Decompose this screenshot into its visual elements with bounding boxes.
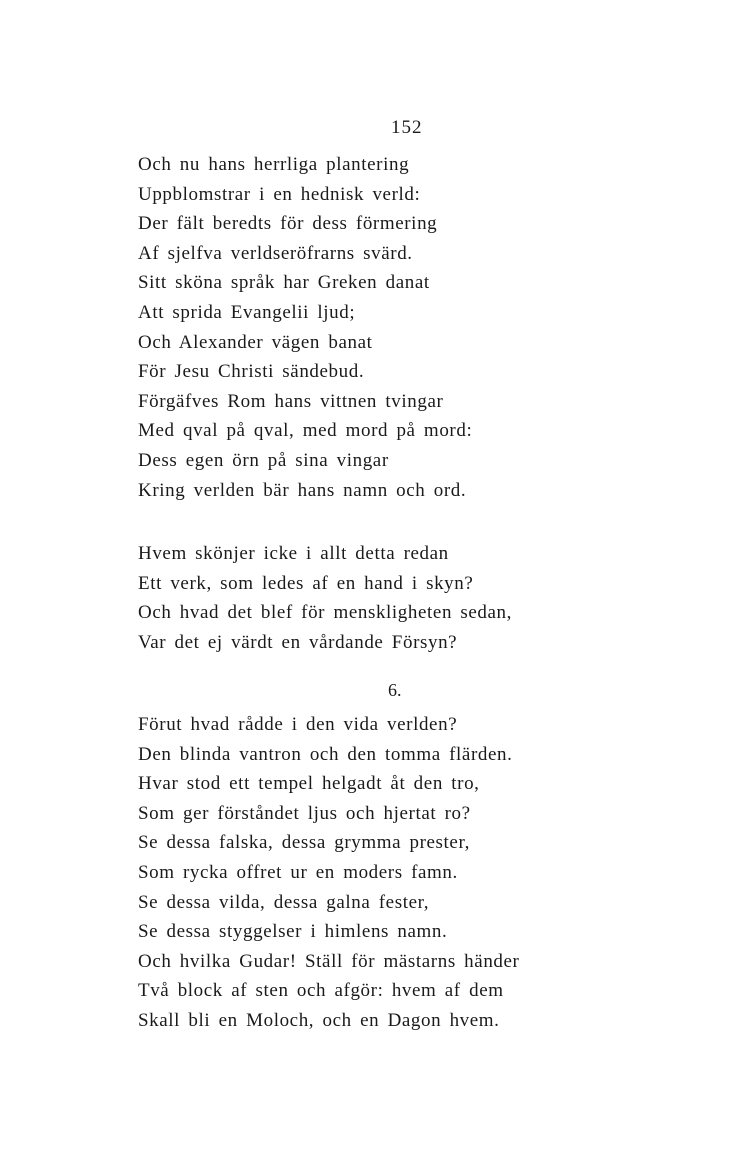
poem-line: Se dessa falska, dessa grymma prester, xyxy=(138,832,470,854)
poem-line: Dess egen örn på sina vingar xyxy=(138,449,389,471)
poem-line: Förut hvad rådde i den vida verlden? xyxy=(138,714,458,735)
poem-line: Med qval på qval, med mord på mord: xyxy=(138,420,473,442)
poem-line: Förgäfves Rom hans vittnen tvingar xyxy=(138,390,444,412)
poem-line: Se dessa styggelser i himlens namn. xyxy=(138,921,448,943)
poem-line: Sitt sköna språk har Greken danat xyxy=(138,272,430,294)
page-number: 152 xyxy=(391,117,423,138)
poem-line: Två block af sten och afgör: hvem af dem xyxy=(138,980,504,1002)
poem-line: Uppblomstrar i en hednisk verld: xyxy=(138,183,421,205)
poem-line: Der fält beredts för dess förmering xyxy=(138,213,438,235)
poem-line: Hvem skönjer icke i allt detta redan xyxy=(138,543,449,564)
stanza xyxy=(138,150,558,505)
poem-line: Den blinda vantron och den tomma flärden. xyxy=(138,743,513,765)
poem-line: Och nu hans herrliga plantering xyxy=(138,154,410,175)
poem-line: Och hvad det blef för menskligheten sedan, xyxy=(138,602,513,624)
stanza xyxy=(138,539,558,657)
poem-line: Ett verk, som ledes af en hand i skyn? xyxy=(138,572,474,594)
poem-line: Och hvilka Gudar! Ställ för mästarns händer xyxy=(138,950,520,972)
poem-line: Var det ej värdt en vårdande Försyn? xyxy=(138,631,458,653)
poem-line: Se dessa vilda, dessa galna fester, xyxy=(138,891,430,913)
poem-line: Hvar stod ett tempel helgadt åt den tro, xyxy=(138,773,480,795)
stanza xyxy=(138,710,558,1036)
poem-line: Som rycka offret ur en moders famn. xyxy=(138,861,458,883)
poem-line: För Jesu Christi sändebud. xyxy=(138,361,365,383)
section-number: 6. xyxy=(388,680,402,700)
poem-line: Att sprida Evangelii ljud; xyxy=(138,301,356,323)
poem-line: Af sjelfva verldseröfrarns svärd. xyxy=(138,242,413,264)
poem-line: Som ger förståndet ljus och hjertat ro? xyxy=(138,802,471,824)
poem-line: Kring verlden bär hans namn och ord. xyxy=(138,479,467,501)
poem-line: Och Alexander vägen banat xyxy=(138,331,373,353)
poem-line: Skall bli en Moloch, och en Dagon hvem. xyxy=(138,1009,500,1031)
